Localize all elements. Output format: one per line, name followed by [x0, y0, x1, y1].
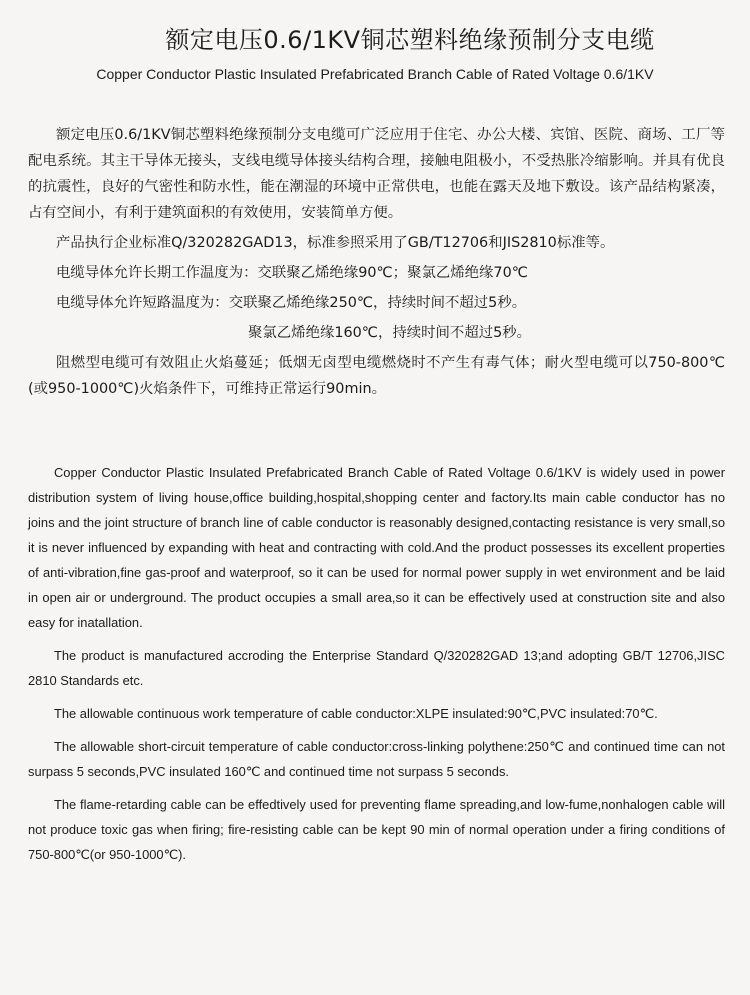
- en-paragraph-intro: Copper Conductor Plastic Insulated Prefabricated Branch Cable of Rated Voltage 0.6/1KV is widely used in power distribution system of living house,office building,hospital,shopping center and factory.Its main cable conductor has no joins and the joint structure of branch line of cable conductor is reasonably designed,contacting resistance is very small,so it is never influenced by expanding with heat and contracting with cold.And the product possesses its excellent properties of anti-vibration,fine gas-proof and waterproof, so it can be used for normal power supply in wet environment and be laid in open air or underground. The product occupies a small area,so it can be effectively used at construction site and also easy for inatallation.: [28, 465, 725, 630]
- cn-paragraph-short-circuit-temperature: 电缆导体允许短路温度为：交联聚乙烯绝缘250℃，持续时间不超过5秒。: [56, 295, 527, 311]
- en-paragraph-work-temperature: The allowable continuous work temperature of cable conductor:XLPE insulated:90℃,PVC insulated:70℃.: [54, 706, 658, 721]
- title-chinese: 额定电压0.6/1KV铜芯塑料绝缘预制分支电缆: [165, 26, 655, 54]
- title-english: Copper Conductor Plastic Insulated Prefabricated Branch Cable of Rated Voltage 0.6/1KV: [96, 66, 654, 82]
- cn-paragraph-work-temperature: 电缆导体允许长期工作温度为：交联聚乙烯绝缘90℃；聚氯乙烯绝缘70℃: [56, 265, 528, 281]
- cn-paragraph-intro: 额定电压0.6/1KV铜芯塑料绝缘预制分支电缆可广泛应用于住宅、办公大楼、宾馆、医院、商场、工厂等配电系统。其主干导体无接头，支线电缆导体接头结构合理，接触电阻极小，不受热胀冷缩影响。并具有优良的抗震性，良好的气密性和防水性，能在潮湿的环境中正常供电，也能在露天及地下敷设。该产品结构紧凑，占有空间小，有利于建筑面积的有效使用，安装简单方便。: [28, 127, 725, 221]
- english-description: [28, 460, 725, 875]
- cn-paragraph-pvc-short-circuit: 聚氯乙烯绝缘160℃，持续时间不超过5秒。: [248, 325, 532, 341]
- chinese-description: [28, 122, 725, 406]
- en-paragraph-short-circuit-temperature: The allowable short-circuit temperature of cable conductor:cross-linking polythene:250℃ and continued time can not surpass 5 seconds,PVC insulated 160℃ and continued time not surpass 5 seconds.: [28, 739, 725, 779]
- en-paragraph-flame-retardant: The flame-retarding cable can be effedtively used for preventing flame spreading,and low-fume,nonhalogen cable will not produce toxic gas when firing; fire-resisting cable can be kept 90 min of normal operation under a firing conditions of 750-800℃(or 950-1000℃).: [28, 797, 725, 862]
- cn-paragraph-flame-retardant: 阻燃型电缆可有效阻止火焰蔓延；低烟无卤型电缆燃烧时不产生有毒气体；耐火型电缆可以750-800℃(或950-1000℃)火焰条件下，可维持正常运行90min。: [28, 355, 725, 397]
- cn-paragraph-standard: 产品执行企业标准Q/320282GAD13，标准参照采用了GB/T12706和JIS2810标准等。: [56, 235, 615, 251]
- en-paragraph-standard: The product is manufactured accroding the Enterprise Standard Q/320282GAD 13;and adopting GB/T 12706,JISC 2810 Standards etc.: [28, 648, 725, 688]
